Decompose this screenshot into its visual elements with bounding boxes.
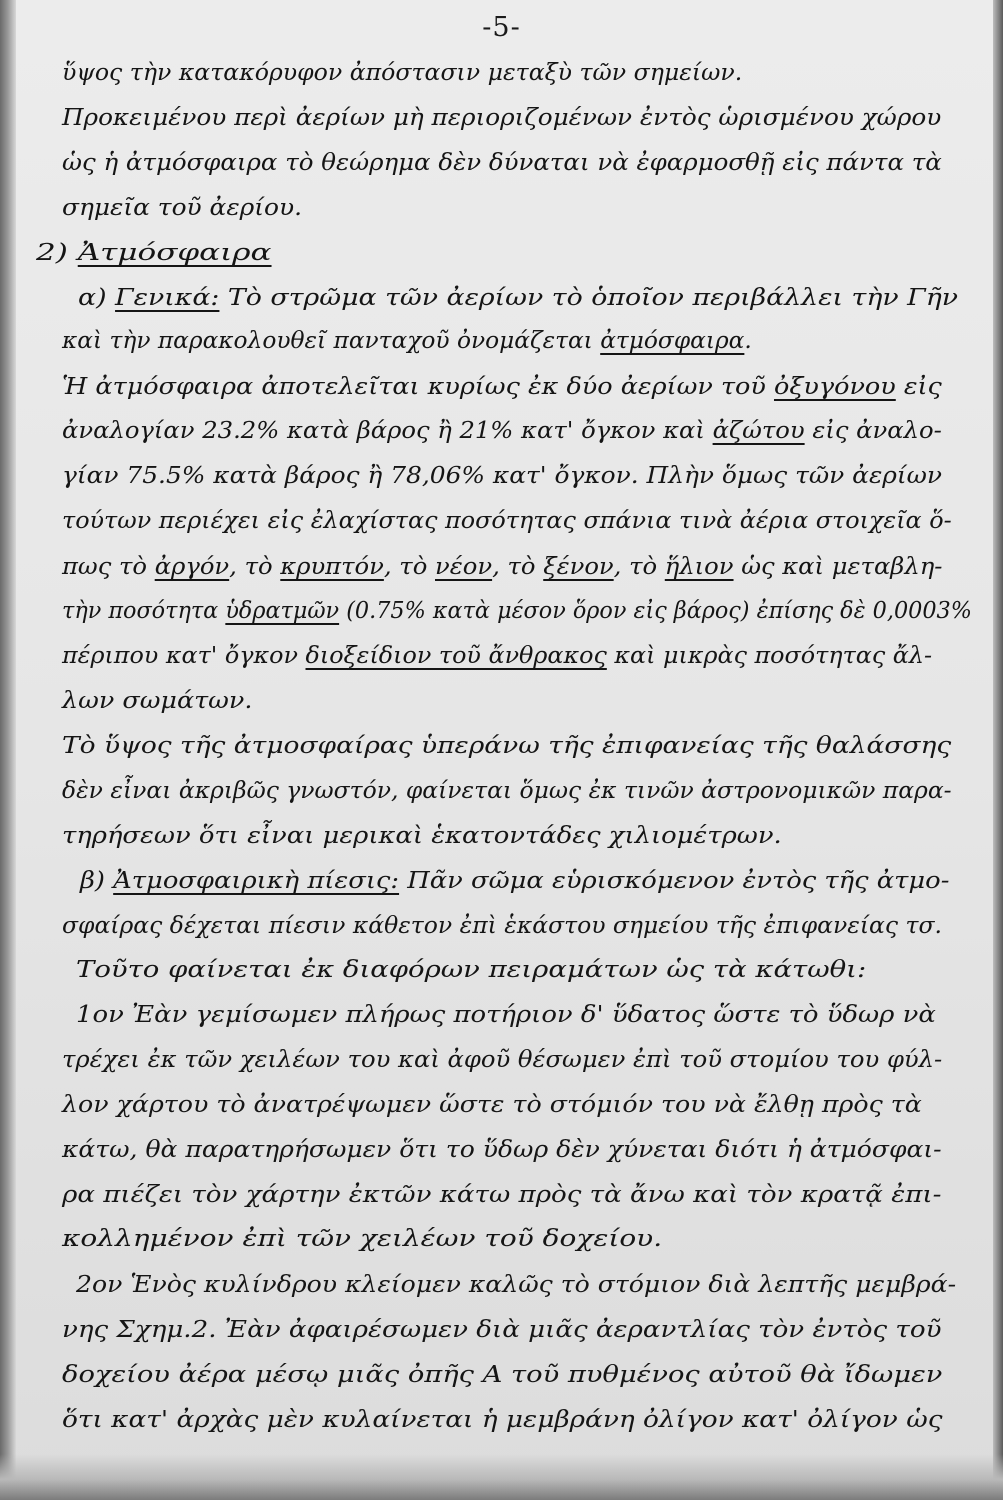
text-segment: δὲν εἶναι ἀκριβῶς γνωστόν, φαίνεται ὅμως ἐκ τινῶν ἀστρονομικῶν παρα-: [62, 778, 952, 804]
text-line: [62, 911, 942, 941]
text-segment: πως τὸ: [62, 554, 155, 580]
text-line: [62, 461, 942, 491]
text-segment: ρα πιέζει τὸν χάρτην ἐκτῶν κάτω πρὸς τὰ ἄνω καὶ τὸν κρατᾷ ἐπι-: [62, 1182, 942, 1208]
text-segment: καὶ μικρὰς ποσότητας ἄλ-: [606, 643, 933, 669]
text-segment: σφαίρας δέχεται πίεσιν κάθετον ἐπὶ ἑκάστου σημείου τῆς ἐπιφανείας τσ.: [62, 913, 942, 939]
underlined-term: κρυπτόν: [280, 554, 384, 580]
text-segment: , τὸ: [613, 554, 665, 580]
text-line: [80, 866, 949, 896]
text-line: [36, 238, 272, 268]
underlined-term: διοξείδιον τοῦ ἄνθρακος: [305, 643, 607, 669]
text-segment: Τὸ στρῶμα τῶν ἀερίων τὸ ὁποῖον περιβάλλει τὴν Γῆν: [219, 285, 959, 311]
text-segment: , τὸ: [383, 554, 436, 580]
text-segment: Προκειμένου περὶ ἀερίων μὴ περιοριζομένων ἐντὸς ὡρισμένου χώρου: [62, 105, 942, 131]
text-segment: νης Σχημ.2. Ἐὰν ἀφαιρέσωμεν διὰ μιᾶς ἀεραντλίας τὸν ἐντὸς τοῦ: [62, 1317, 942, 1343]
text-line: [62, 1224, 662, 1254]
text-segment: εἰς ἀναλο-: [804, 418, 942, 444]
text-line: [62, 326, 752, 356]
text-segment: τρέχει ἐκ τῶν χειλέων του καὶ ἀφοῦ θέσωμεν ἐπὶ τοῦ στομίου του φύλ-: [62, 1047, 943, 1073]
text-segment: Τοῦτο φαίνεται ἐκ διαφόρων πειραμάτων ὡς τὰ κάτωθι:: [76, 957, 867, 983]
text-line: [62, 552, 942, 582]
text-line: [76, 1270, 956, 1300]
underlined-term: ἀτμόσφαιρα: [600, 328, 745, 354]
text-segment: κολλημένον ἐπὶ τῶν χειλέων τοῦ δοχείου.: [62, 1226, 663, 1252]
underlined-term: ὑδρατμῶν: [225, 598, 340, 624]
text-segment: λων σωμάτων.: [62, 688, 253, 714]
underlined-term: Ἀτμοσφαιρικὴ πίεσις:: [113, 868, 400, 894]
text-segment: ἀναλογίαν 23.2% κατὰ βάρος ἢ 21% κατ' ὄγκον καὶ: [62, 418, 713, 444]
text-line: [62, 372, 942, 402]
text-segment: τὴν ποσότητα: [62, 598, 226, 624]
text-line: [62, 193, 302, 223]
text-line: [62, 148, 942, 178]
text-segment: καὶ τὴν παρακολουθεῖ πανταχοῦ ὀνομάζεται: [62, 328, 601, 354]
text-line: [76, 1000, 936, 1030]
text-segment: τηρήσεων ὅτι εἶναι μερικαὶ ἑκατοντάδες χιλιομέτρων.: [62, 823, 782, 849]
text-segment: 2): [36, 240, 78, 266]
text-segment: Τὸ ὕψος τῆς ἀτμοσφαίρας ὑπεράνω τῆς ἐπιφανείας τῆς θαλάσσης: [62, 733, 952, 759]
text-segment: γίαν 75.5% κατὰ βάρος ἢ 78,06% κατ' ὄγκον. Πλὴν ὅμως τῶν ἀερίων: [62, 463, 943, 489]
text-segment: δοχείου ἀέρα μέσῳ μιᾶς ὀπῆς Α τοῦ πυθμένος αὐτοῦ θὰ ἴδωμεν: [62, 1362, 943, 1388]
underlined-term: Γενικά:: [115, 285, 220, 311]
text-segment: κάτω, θὰ παρατηρήσωμεν ὅτι το ὕδωρ δὲν χύνεται διότι ἡ ἀτμόσφαι-: [62, 1137, 942, 1163]
text-segment: 1ον Ἐὰν γεμίσωμεν πλήρως ποτήριον δ' ὕδατος ὥστε τὸ ὕδωρ νὰ: [76, 1002, 936, 1028]
text-segment: πέριπου κατ' ὄγκον: [62, 643, 306, 669]
underlined-term: ἀργόν: [154, 554, 230, 580]
text-segment: Ἡ ἀτμόσφαιρα ἀποτελεῖται κυρίως ἐκ δύο ἀερίων τοῦ: [62, 374, 774, 400]
text-segment: ὡς ἡ ἀτμόσφαιρα τὸ θεώρημα δὲν δύναται νὰ ἐφαρμοσθῇ εἰς πάντα τὰ: [62, 150, 942, 176]
text-line: [62, 1360, 942, 1390]
underlined-term: νέον: [435, 554, 493, 580]
scan-right-edge-shadow: [993, 0, 1003, 1500]
text-line: [62, 103, 941, 133]
text-line: [62, 731, 951, 761]
underlined-term: Ἀτμόσφαιρα: [77, 240, 272, 266]
underlined-term: ξένον: [543, 554, 614, 580]
text-line: [62, 1315, 941, 1345]
underlined-term: ἥλιον: [664, 554, 734, 580]
scan-bottom-edge-shadow: [0, 1454, 1003, 1500]
text-segment: β): [80, 868, 114, 894]
text-line: [62, 776, 952, 806]
text-line: [62, 1045, 942, 1075]
text-segment: α): [78, 285, 116, 311]
text-line: [78, 283, 958, 313]
text-segment: σημεῖα τοῦ ἀερίου.: [62, 195, 303, 221]
scan-left-edge-shadow: [0, 0, 16, 1500]
text-line: [62, 821, 782, 851]
text-line: [62, 416, 942, 446]
text-line: [62, 596, 972, 626]
page-number: -5-: [482, 12, 521, 43]
text-segment: (0.75% κατὰ μέσον ὅρον εἰς βάρος) ἐπίσης δὲ 0,0003%: [339, 598, 972, 624]
text-segment: 2ον Ἑνὸς κυλίνδρου κλείομεν καλῶς τὸ στόμιον διὰ λεπτῆς μεμβρά-: [76, 1272, 957, 1298]
underlined-term: ἀζώτου: [712, 418, 805, 444]
text-segment: ὕψος τὴν κατακόρυφον ἀπόστασιν μεταξὺ τῶν σημείων.: [62, 60, 743, 86]
text-line: [62, 1180, 941, 1210]
text-segment: , τὸ: [492, 554, 544, 580]
text-segment: Πᾶν σῶμα εὑρισκόμενον ἐντὸς τῆς ἀτμο-: [399, 868, 950, 894]
text-line: [62, 1405, 942, 1435]
text-line: [62, 506, 952, 536]
text-line: [62, 641, 932, 671]
text-segment: λον χάρτου τὸ ἀνατρέψωμεν ὥστε τὸ στόμιόν του νὰ ἔλθῃ πρὸς τὰ: [62, 1092, 922, 1118]
text-line: [62, 58, 742, 88]
text-segment: ὡς καὶ μεταβλη-: [733, 554, 943, 580]
text-line: [62, 1090, 922, 1120]
text-line: [62, 686, 252, 716]
text-segment: εἰς: [895, 374, 942, 400]
text-line: [76, 955, 866, 985]
text-segment: .: [744, 328, 752, 354]
underlined-term: ὀξυγόνου: [773, 374, 896, 400]
text-segment: ὅτι κατ' ἀρχὰς μὲν κυλαίνεται ἡ μεμβράνη ὀλίγον κατ' ὀλίγον ὡς: [62, 1407, 943, 1433]
text-segment: τούτων περιέχει εἰς ἐλαχίστας ποσότητας σπάνια τινὰ ἀέρια στοιχεῖα ὅ-: [62, 508, 952, 534]
text-segment: , τὸ: [229, 554, 281, 580]
text-line: [62, 1135, 942, 1165]
